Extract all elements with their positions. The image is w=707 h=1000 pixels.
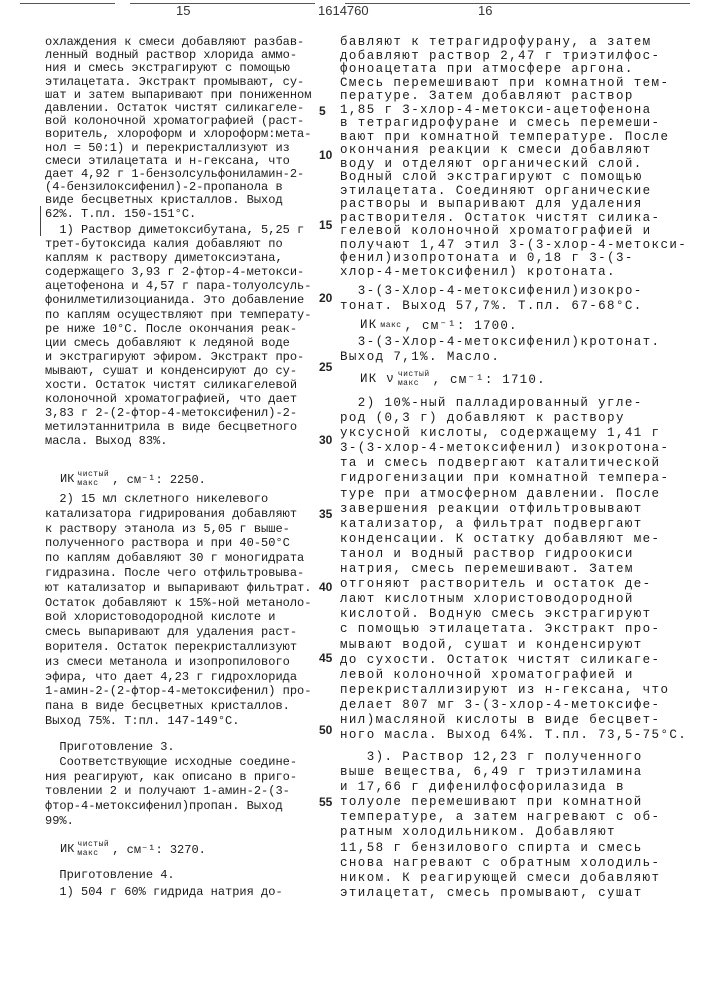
text-line: 3-(3-Хлор-4-метоксифенил)кротонат. — [340, 335, 660, 350]
ir-prefix: ИК — [60, 842, 74, 856]
text-line: завершения реакции отфильтровывают — [340, 502, 687, 517]
text-line: Водный слой экстрагируют с помощью — [340, 171, 687, 185]
ir-superscript: чистый — [398, 370, 430, 379]
page-number-right: 16 — [478, 3, 492, 18]
text-line: фенил)изопротоната и 0,18 г 3-(3- — [340, 252, 687, 266]
patent-number: 1614760 — [318, 3, 369, 18]
text-line: вой хлористоводородной кислоте и — [45, 610, 311, 625]
text-line: выше вещества, 6,49 г триэтиламина — [340, 765, 660, 780]
text-line: пературе. Затем добавляют раствор — [340, 90, 687, 104]
ir-subscript: макс — [398, 379, 430, 388]
text-line: хости. Остаток чистят силикагелевой — [45, 378, 311, 392]
text-line: левой колоночной хроматографией и — [340, 668, 687, 683]
text-line: смеси этилацетата и н-гексана, что — [45, 155, 311, 168]
ir-value: , см⁻¹: 3270. — [112, 842, 206, 857]
text-line: 62%. Т.пл. 150-151°С. — [45, 208, 311, 221]
text-line: гелевой колоночной хроматографией и — [340, 225, 687, 239]
text-line: ником. К реагирующей смеси добавляют — [340, 871, 660, 886]
line-number: 50 — [319, 723, 332, 737]
text-line: смесь выпаривают для удаления раст- — [45, 625, 311, 640]
text-line: окончания реакции к смеси добавляют — [340, 144, 687, 158]
text-block — [340, 36, 687, 279]
text-line: этилацетата. Экстракт промывают, су- — [45, 76, 311, 89]
text-line: колоночной хроматографией, что дает — [45, 392, 311, 406]
text-line: 3,83 г 2-(2-фтор-4-метоксифенил)-2- — [45, 406, 311, 420]
text-line: 2) 15 мл склетного никелевого — [45, 492, 311, 507]
text-line: полученного раствора и при 40-50°С — [45, 536, 311, 551]
text-line: получают 1,47 этил 3-(3-хлор-4-метокси- — [340, 239, 687, 253]
ir-subscript: макс — [77, 849, 109, 858]
text-line: растворы и выпаривают для удаления — [340, 198, 687, 212]
text-line: лают кислотным хлористоводородной — [340, 592, 687, 607]
text-line: охлаждения к смеси добавляют разбав- — [45, 36, 311, 49]
text-line: ют катализатор и выпаривают фильтрат. — [45, 581, 311, 596]
text-line: Приготовление 4. — [45, 867, 283, 884]
text-block — [45, 740, 297, 829]
text-line: катализатора гидрирования добавляют — [45, 507, 311, 522]
text-block — [340, 335, 660, 365]
text-line: нол = 50:1) и перекристаллизуют из — [45, 142, 311, 155]
text-line: давлении. Остаток чистят силикагеле- — [45, 102, 311, 115]
text-line: тонат. Выход 57,7%. Т.пл. 67-68°С. — [340, 299, 643, 314]
text-line: Смесь перемешивают при комнатной тем- — [340, 77, 687, 91]
ir-superscript: чистый — [77, 470, 109, 479]
text-line: Приготовление 3. — [45, 740, 297, 755]
text-line: ворителя. Остаток перекристаллизуют — [45, 640, 311, 655]
line-number: 20 — [319, 291, 332, 305]
ir-sub-sup — [398, 370, 430, 388]
text-line: 3-(3-хлор-4-метоксифенил) изокротона- — [340, 441, 687, 456]
text-line: каплям к раствору диметоксиэтана, — [45, 251, 311, 265]
text-line: добавляют раствор 2,47 г триэтилфос- — [340, 50, 687, 64]
ir-sub-sup — [380, 321, 401, 330]
text-line: трет-бутоксида калия добавляют по — [45, 237, 311, 251]
text-line: бавляют к тетрагидрофурану, а затем — [340, 36, 687, 50]
text-line: из смеси метанола и изопропилового — [45, 655, 311, 670]
text-line: фонилметилизоцианида. Это добавление — [45, 293, 311, 307]
ir-subscript: макс — [77, 479, 109, 488]
text-line: катализатор, а фильтрат подвергают — [340, 517, 687, 532]
top-rule — [20, 3, 115, 4]
text-line: натрия, смесь перемешивают. Затем — [340, 562, 687, 577]
ir-value: , см⁻¹: 2250. — [112, 472, 206, 487]
text-line: толуоле перемешивают при комнатной — [340, 795, 660, 810]
text-line: дает 4,92 г 1-бензолсульфониламин-2- — [45, 168, 311, 181]
text-line: 1) 504 г 60% гидрида натрия до- — [45, 884, 283, 901]
text-line: туре при атмосферном давлении. После — [340, 487, 687, 502]
line-number: 5 — [319, 104, 326, 118]
text-line: Выход 75%. Т:пл. 147-149°С. — [45, 714, 311, 729]
ir-value: , см⁻¹: 1700. — [405, 317, 518, 333]
text-line: этилацетата. Соединяют органические — [340, 185, 687, 199]
text-line: масла. Выход 83%. — [45, 434, 311, 448]
text-line: ния и смесь экстрагируют с помощью — [45, 62, 311, 75]
text-line: делает 807 мг 3-(3-хлор-4-метоксифе- — [340, 698, 687, 713]
text-line: хлор-4-метоксифенил) кротоната. — [340, 266, 687, 280]
text-line: Соответствующие исходные соедине- — [45, 755, 297, 770]
text-block — [45, 867, 283, 900]
text-line: пана в виде бесцветных кристаллов. — [45, 699, 311, 714]
top-rule — [345, 3, 690, 4]
text-line: по каплям осуществляют при температу- — [45, 308, 311, 322]
ir-prefix: ИК — [360, 318, 377, 332]
ir-sub-sup — [77, 470, 109, 488]
text-line: этилацетат, смесь промывают, сушат — [340, 886, 660, 901]
margin-mark — [40, 206, 41, 236]
text-line: отгоняют растворитель и остаток де- — [340, 577, 687, 592]
ir-spectrum-line — [360, 317, 518, 333]
ir-spectrum-line — [60, 840, 206, 858]
text-line: воду и отделяют органический слой. — [340, 158, 687, 172]
text-line: танол и водный раствор гидроокиси — [340, 547, 687, 562]
ir-subscript: макс — [380, 321, 401, 330]
ir-sub-sup — [77, 840, 109, 858]
text-line: ния реагируют, как описано в приго- — [45, 770, 297, 785]
text-line: вают при комнатной температуре. После — [340, 131, 687, 145]
line-number: 40 — [319, 580, 332, 594]
text-line: ного масла. Выход 64%. Т.пл. 73,5-75°С. — [340, 728, 687, 743]
text-line: ратным холодильником. Добавляют — [340, 825, 660, 840]
text-line: вой колоночной хроматографией (раст- — [45, 115, 311, 128]
text-block — [45, 492, 311, 729]
text-line: 3-(3-Хлор-4-метоксифенил)изокро- — [340, 284, 643, 299]
text-line: и экстрагируют эфиром. Экстракт про- — [45, 350, 311, 364]
text-block — [340, 750, 660, 901]
line-number: 25 — [319, 360, 332, 374]
text-line: эфира, что дает 4,23 г гидрохлорида — [45, 670, 311, 685]
text-line: метилэтаннитрила в виде бесцветного — [45, 420, 311, 434]
text-line: ре ниже 10°С. После окончания реак- — [45, 322, 311, 336]
text-line: растворителя. Остаток чистят силика- — [340, 212, 687, 226]
text-line: с помощью этилацетата. Экстракт про- — [340, 622, 687, 637]
text-line: виде бесцветных кристаллов. Выход — [45, 194, 311, 207]
text-line: 1) Раствор диметоксибутана, 5,25 г — [45, 223, 311, 237]
text-line: товлении 2 и получают 1-амин-2-(3- — [45, 784, 297, 799]
ir-prefix: ИК — [60, 472, 74, 486]
text-block — [340, 284, 643, 314]
text-line: температуре, а затем нагревают с об- — [340, 810, 660, 825]
text-line: мывают, сушат и конденсируют до су- — [45, 364, 311, 378]
text-line: перекристаллизируют из н-гексана, что — [340, 683, 687, 698]
text-block — [45, 223, 311, 449]
text-line: 1-амин-2-(2-фтор-4-метоксифенил) про- — [45, 684, 311, 699]
text-line: (4-бензилоксифенил)-2-пропанола в — [45, 181, 311, 194]
text-block — [340, 396, 687, 743]
text-line: гидрогенизации при комнатной темпера- — [340, 471, 687, 486]
text-line: фтор-4-метоксифенил)пропан. Выход — [45, 799, 297, 814]
line-number: 10 — [319, 148, 332, 162]
text-line: 99%. — [45, 814, 297, 829]
text-line: конденсации. К остатку добавляют ме- — [340, 532, 687, 547]
text-line: по каплям добавляют 30 г моногидрата — [45, 551, 311, 566]
text-line: 1,85 г 3-хлор-4-метокси-ацетофенона — [340, 104, 687, 118]
text-line: до сухости. Остаток чистят силикаге- — [340, 653, 687, 668]
ir-prefix: ИК ν — [360, 372, 395, 386]
text-line: род (0,3 г) добавляют к раствору — [340, 411, 687, 426]
text-line: 3). Раствор 12,23 г полученного — [340, 750, 660, 765]
ir-spectrum-line — [360, 370, 546, 388]
text-line: фоноацетата при атмосфере аргона. — [340, 63, 687, 77]
line-number: 15 — [319, 218, 332, 232]
text-line: ацетофенона и 4,57 г пара-толуолсуль- — [45, 279, 311, 293]
ir-spectrum-line — [60, 470, 206, 488]
text-line: нил)масляной кислоты в виде бесцвет- — [340, 713, 687, 728]
text-line: уксусной кислоты, содержащему 1,41 г — [340, 426, 687, 441]
patent-page — [0, 0, 707, 1000]
line-number: 35 — [319, 507, 332, 521]
text-line: в тетрагидрофуране и смесь перемеши- — [340, 117, 687, 131]
ir-value: , см⁻¹: 1710. — [433, 371, 546, 387]
text-line: к раствору этанола из 5,05 г выше- — [45, 522, 311, 537]
line-number: 45 — [319, 651, 332, 665]
text-line: ции смесь добавляют к ледяной воде — [45, 336, 311, 350]
text-line: 11,58 г бензилового спирта и смесь — [340, 841, 660, 856]
ir-superscript: чистый — [77, 840, 109, 849]
line-number: 30 — [319, 433, 332, 447]
top-rule — [130, 3, 315, 4]
text-line: та и смесь подвергают каталитической — [340, 456, 687, 471]
line-number: 55 — [319, 795, 332, 809]
text-line: 2) 10%-ный палладированный угле- — [340, 396, 687, 411]
text-line: шат и затем выпаривают при пониженном — [45, 89, 311, 102]
text-line: содержащего 3,93 г 2-фтор-4-метокси- — [45, 265, 311, 279]
text-line: Остаток добавляют к 15%-ной метаноло- — [45, 596, 311, 611]
page-number-left: 15 — [176, 3, 190, 18]
text-block — [45, 36, 311, 221]
text-line: мывают водой, сушат и конденсируют — [340, 638, 687, 653]
text-line: гидразина. После чего отфильтровыва- — [45, 566, 311, 581]
text-line: Выход 7,1%. Масло. — [340, 350, 660, 365]
text-line: и 17,66 г дифенилфосфорилазида в — [340, 780, 660, 795]
text-line: кислотой. Водную смесь экстрагируют — [340, 607, 687, 622]
text-line: ленный водный раствор хлорида аммо- — [45, 49, 311, 62]
text-line: воритель, хлороформ и хлороформ:мета- — [45, 128, 311, 141]
text-line: снова нагревают с обратным холодиль- — [340, 856, 660, 871]
